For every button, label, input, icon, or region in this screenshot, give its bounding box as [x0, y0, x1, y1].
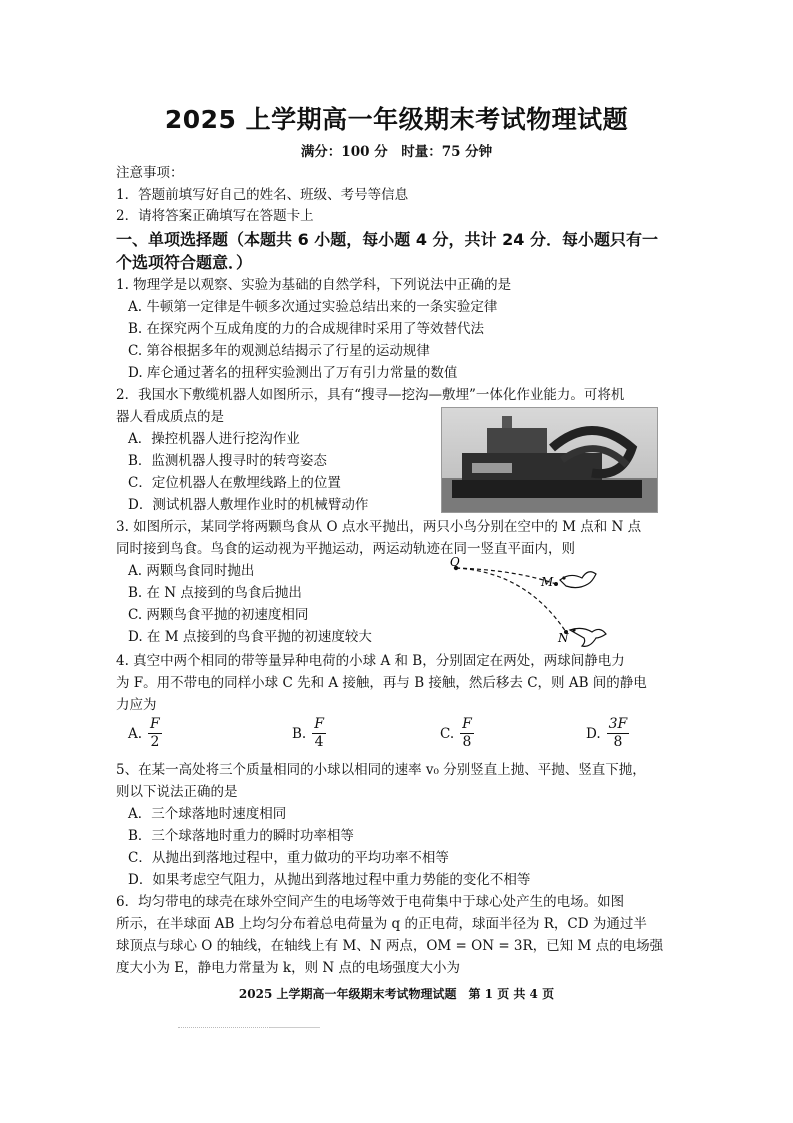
q2-option-c: C．定位机器人在敷埋线路上的位置 — [128, 475, 341, 491]
q5-option-d: D．如果考虑空气阻力，从抛出到落地过程中重力势能的变化不相等 — [128, 872, 531, 888]
point-m-label: M — [541, 575, 554, 589]
q5-stem-cont: 则以下说法正确的是 — [116, 784, 238, 800]
q5-stem: 5、在某一高处将三个质量相同的小球以相同的速率 v₀ 分别竖直上抛、平抛、竖直下抛， — [116, 762, 646, 778]
robot-photo — [441, 407, 658, 513]
q2-stem-cont: 器人看成质点的是 — [116, 409, 224, 425]
q6-stem-cont: 度大小为 E，静电力常量为 k，则 N 点的电场强度大小为 — [116, 960, 461, 976]
point-o-label: O — [450, 556, 460, 569]
q4-option-b: B. $\frac{F}{4}$ — [292, 716, 324, 750]
q4-stem-cont: 力应为 — [116, 697, 157, 713]
bird-n-icon — [570, 628, 606, 646]
point-n-label: N — [558, 631, 569, 645]
q1-option-a: A. 牛顿第一定律是牛顿多次通过实验总结出来的一条实验定律 — [128, 299, 498, 315]
q6-stem-cont: 球顶点与球心 O 的轴线，在轴线上有 M、N 两点，OM = ON = 3R，已知 M 点的电场强 — [116, 938, 664, 954]
notes-item: 2．请将答案正确填写在答题卡上 — [116, 208, 314, 224]
q1-stem: 1. 物理学是以观察、实验为基础的自然学科，下列说法中正确的是 — [116, 277, 512, 293]
q6-stem-cont: 所示，在半球面 AB 上均匀分布着总电荷量为 q 的正电荷，球面半径为 R，CD 为通过半 — [116, 916, 647, 932]
q4-stem: 4. 真空中两个相同的带等量异种电荷的小球 A 和 B，分别固定在两处，两球间静电力 — [116, 653, 625, 669]
q4-option-a: A. $\frac{F}{2}$ — [128, 716, 160, 750]
q4-option-c: C. $\frac{F}{8}$ — [440, 716, 472, 750]
q3-option-b: B. 在 N 点接到的鸟食后抛出 — [128, 585, 302, 601]
q1-option-b: B. 在探究两个互成角度的力的合成规律时采用了等效替代法 — [128, 321, 485, 337]
q3-option-a: A. 两颗鸟食同时抛出 — [128, 563, 255, 579]
q5-option-b: B．三个球落地时重力的瞬时功率相等 — [128, 828, 354, 844]
page-footer: 2025 上学期高一年级期末考试物理试题 第 1 页 共 4 页 — [238, 987, 555, 1001]
q4-stem-cont: 为 F。用不带电的同样小球 C 先和 A 接触，再与 B 接触，然后移去 C，则 AB 间的静电 — [116, 675, 647, 691]
q4-option-d: D. $\frac{3F}{8}$ — [586, 716, 628, 750]
q6-stem: 6．均匀带电的球壳在球外空间产生的电场等效于电荷集中于球心处产生的电场。如图 — [116, 894, 625, 910]
q1-option-d: D. 库仑通过著名的扭秤实验测出了万有引力常量的数值 — [128, 365, 458, 381]
q2-option-d: D．测试机器人敷埋作业时的机械臂动作 — [128, 497, 369, 513]
notes-item: 1．答题前填写好自己的姓名、班级、考号等信息 — [116, 187, 409, 203]
section-heading-cont: 个选项符合题意．） — [116, 253, 253, 272]
section-heading: 一、单项选择题（本题共 6 小题，每小题 4 分，共计 24 分．每小题只有一 — [116, 230, 658, 249]
q2-option-a: A．操控机器人进行挖沟作业 — [128, 431, 300, 447]
bird-m-icon — [560, 572, 596, 588]
q5-option-a: A．三个球落地时速度相同 — [128, 806, 287, 822]
bird-feed-figure — [446, 556, 616, 652]
q1-option-c: C. 第谷根据多年的观测总结揭示了行星的运动规律 — [128, 343, 430, 359]
q3-option-c: C. 两颗鸟食平抛的初速度相同 — [128, 607, 309, 623]
exam-title: 2025 上学期高一年级期末考试物理试题 — [164, 105, 629, 134]
q2-option-b: B．监测机器人搜寻时的转弯姿态 — [128, 453, 327, 469]
exam-subtitle: 满分：100 分 时量：75 分钟 — [300, 144, 493, 160]
q3-stem: 3. 如图所示，某同学将两颗鸟食从 O 点水平抛出，两只小鸟分别在空中的 M 点和 N 点 — [116, 519, 642, 535]
q5-option-c: C．从抛出到落地过程中，重力做功的平均功率不相等 — [128, 850, 449, 866]
q3-stem-cont: 同时接到鸟食。鸟食的运动视为平抛运动，两运动轨迹在同一竖直平面内，则 — [116, 541, 575, 557]
q2-stem: 2．我国水下敷缆机器人如图所示，具有“搜寻—挖沟—敷埋”一体化作业能力。可将机 — [116, 387, 625, 403]
notes-heading: 注意事项： — [116, 165, 184, 181]
q3-option-d: D. 在 M 点接到的鸟食平抛的初速度较大 — [128, 629, 372, 645]
scan-artifact — [270, 1027, 320, 1028]
